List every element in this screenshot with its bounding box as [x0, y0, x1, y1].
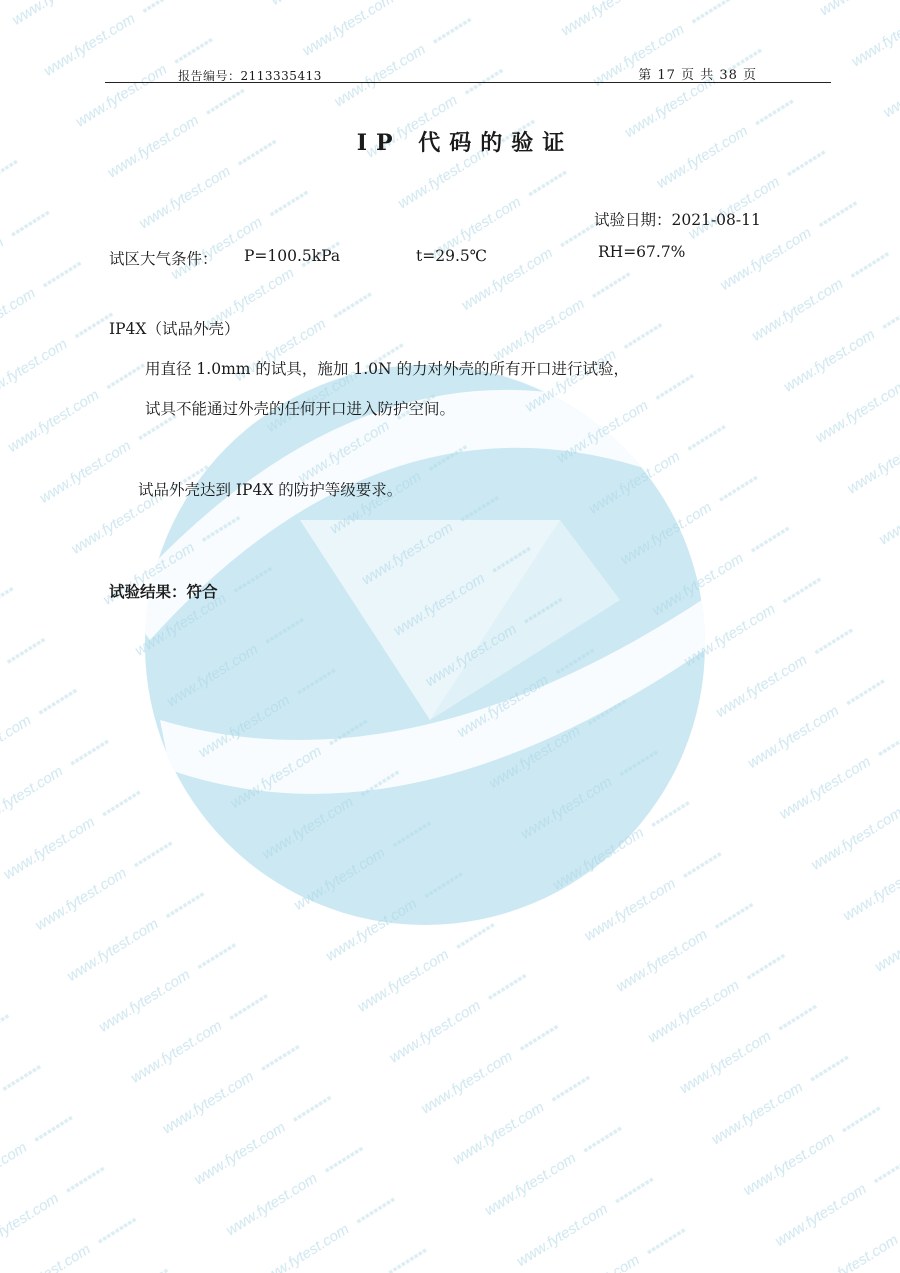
header-divider	[105, 82, 831, 83]
pressure-value: P=100.5kPa	[244, 247, 341, 265]
procedure-line-2: 试具不能通过外壳的任何开口进入防护空间。	[145, 400, 456, 418]
page-indicator: 第 17 页 共 38 页	[638, 68, 757, 83]
section-heading: IP4X（试品外壳）	[109, 320, 240, 338]
test-result: 试验结果：符合	[109, 582, 218, 601]
page-title: IP 代码的验证	[356, 130, 574, 156]
test-date: 试验日期：2021-08-11	[594, 211, 761, 229]
report-number: 报告编号：2113335413	[178, 69, 322, 83]
conditions-label: 试区大气条件：	[109, 250, 218, 268]
conclusion-text: 试品外壳达到 IP4X 的防护等级要求。	[138, 481, 403, 499]
humidity-value: RH=67.7%	[598, 243, 686, 261]
procedure-line-1: 用直径 1.0mm 的试具，施加 1.0N 的力对外壳的所有开口进行试验，	[145, 360, 629, 378]
temperature-value: t=29.5℃	[416, 247, 488, 265]
